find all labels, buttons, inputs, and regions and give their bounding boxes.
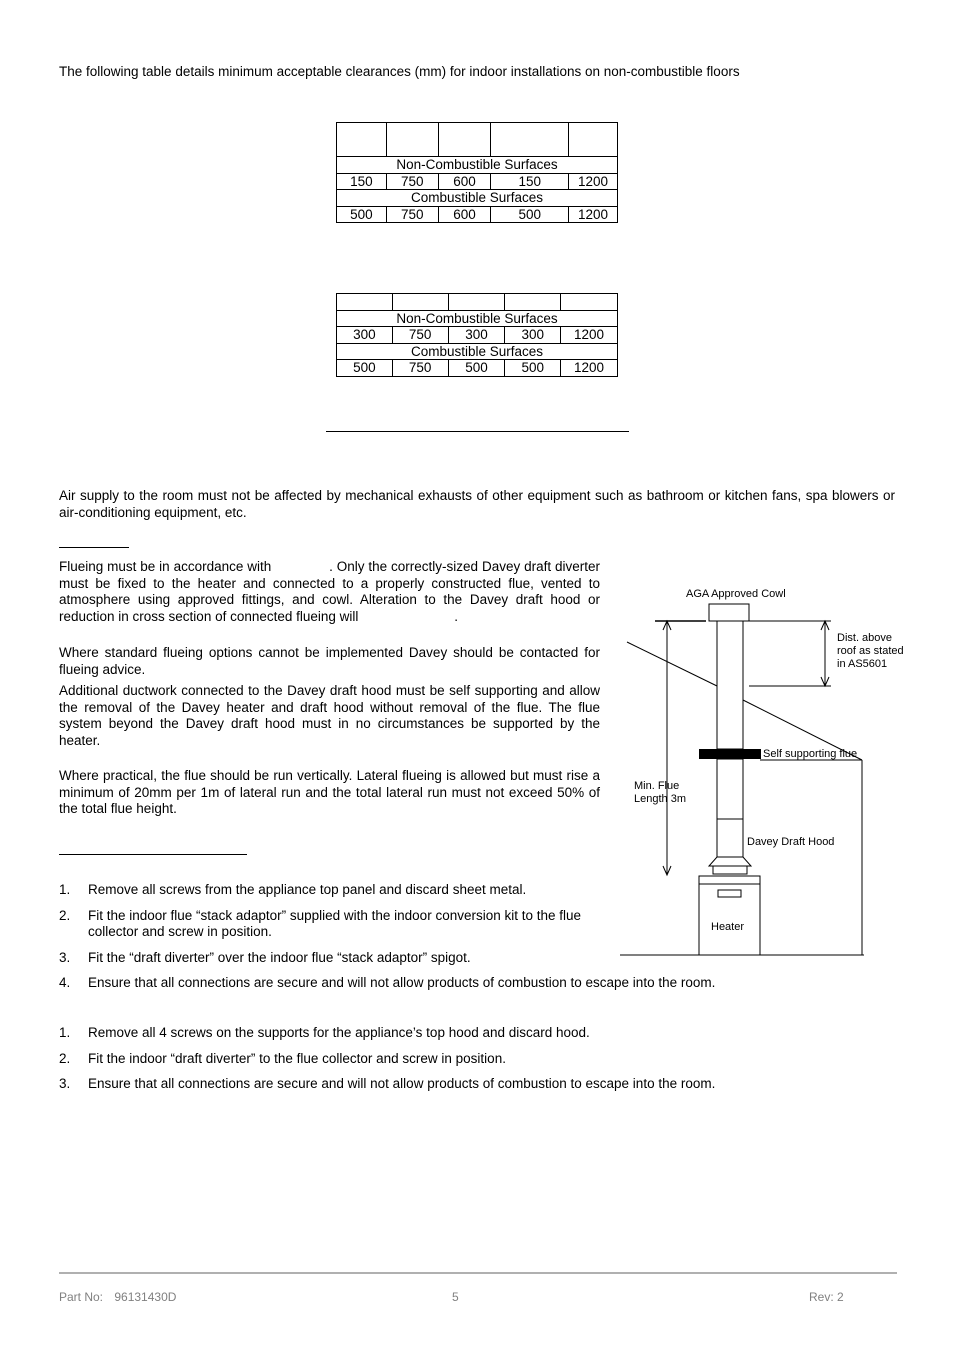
- table-header-cell: [392, 294, 448, 311]
- section-label: Non-Combustible Surfaces: [337, 157, 618, 174]
- draft-hood-label: Davey Draft Hood: [747, 836, 835, 848]
- table-header-row: [337, 123, 618, 157]
- table-header-cell: [386, 123, 438, 157]
- cowl-shape: [709, 604, 749, 621]
- step-text: Ensure that all connections are secure and will not allow products of combustion to escape into the room.: [88, 1076, 716, 1092]
- cowl-label: AGA Approved Cowl: [686, 588, 786, 600]
- list-item: [59, 975, 924, 992]
- flueing-text: . Only the correctly-sized Davey draft diverter must be fixed to the heater and connected to a properly constructed flue, vented to atmosphere using approved fittings, and cowl. Alteration to the Davey draft hood or reduction in cross section of connected flueing will: [59, 559, 600, 624]
- table-cell: 500: [448, 360, 505, 377]
- step-text: Fit the indoor flue “stack adaptor” supplied with the indoor conversion kit to the flue collector and screw in position.: [88, 907, 582, 940]
- self-supporting-label: Self supporting flue: [763, 748, 858, 760]
- table-cell: 600: [438, 206, 491, 223]
- table-cell: 750: [392, 360, 448, 377]
- footer-part-no: [59, 1290, 176, 1304]
- roof-distance-label-1: Dist. above: [837, 632, 893, 644]
- flueing-heading-underline: [59, 547, 129, 548]
- table-row: [337, 327, 618, 344]
- install-steps-b: [59, 1025, 895, 1093]
- table-cell: 750: [386, 173, 438, 190]
- section-label: Combustible Surfaces: [337, 190, 618, 207]
- draft-hood-shape: [709, 857, 751, 866]
- part-number: 96131430D: [114, 1290, 177, 1304]
- table-cell: 150: [491, 173, 569, 190]
- flue-diagram: [600, 575, 904, 965]
- step-number: 2.: [59, 907, 71, 923]
- clearance-table-1: [336, 122, 618, 223]
- table-cell: 150: [337, 173, 387, 190]
- footer-page-number: 5: [452, 1290, 459, 1304]
- section-label: Non-Combustible Surfaces: [337, 310, 618, 327]
- flue-pipe-lower: [717, 819, 743, 857]
- table-cell: 300: [448, 327, 505, 344]
- min-flue-label-1: Min. Flue: [634, 780, 680, 792]
- table-cell: 500: [337, 360, 393, 377]
- flue-pipe-middle: [717, 759, 743, 819]
- flueing-text: Flueing must be in accordance with: [59, 559, 272, 574]
- air-supply-text: Air supply to the room must not be affected by mechanical exhausts of other equipment such as bathroom or kitchen fans, spa blowers or air-conditioning equipment, etc.: [59, 488, 895, 520]
- step-text: Fit the indoor “draft diverter” to the flue collector and screw in position.: [88, 1050, 506, 1066]
- table-cell: 600: [438, 173, 491, 190]
- table-cell: 500: [505, 360, 561, 377]
- step-text: Fit the “draft diverter” over the indoor flue “stack adaptor” spigot.: [88, 949, 471, 965]
- footer-rule: [59, 1272, 897, 1274]
- flueing-paragraph-2: Where standard flueing options cannot be implemented Davey should be contacted for flueing advice.: [59, 645, 600, 677]
- step-number: 1.: [59, 1025, 71, 1040]
- footer-revision: Rev: 2: [809, 1290, 844, 1304]
- step-number: 2.: [59, 1050, 71, 1066]
- table-row: [337, 360, 618, 377]
- flueing-text: .: [454, 608, 458, 624]
- part-label: Part No:: [59, 1290, 104, 1304]
- table-cell: 750: [386, 206, 438, 223]
- roof-distance-label-3: in AS5601: [837, 658, 888, 670]
- step-text: Ensure that all connections are secure and will not allow products of combustion to escape into the room.: [88, 975, 716, 991]
- flueing-paragraph-3: Additional ductwork connected to the Davey draft hood must be self supporting and allow the removal of the Davey heater and draft hood without removal of the flue. The flue system beyond the Davey draft hood must in no circumstances be supported by the heater.: [59, 683, 600, 748]
- table-header-cell: [569, 123, 618, 157]
- installation-heading-underline: [59, 854, 247, 855]
- section-label: Combustible Surfaces: [337, 343, 618, 360]
- table-header-cell: [561, 294, 618, 311]
- draft-hood-base: [713, 866, 747, 874]
- list-item: [59, 1025, 895, 1042]
- heater-shape: [699, 876, 760, 955]
- list-item: [59, 950, 600, 967]
- step-number: 3.: [59, 1076, 71, 1092]
- roof-distance-label-2: roof as stated: [837, 645, 904, 657]
- table-row: [337, 206, 618, 223]
- table-cell: 1200: [561, 360, 618, 377]
- list-item: [59, 908, 600, 941]
- table-cell: 300: [337, 327, 393, 344]
- table-cell: 1200: [561, 327, 618, 344]
- section-heading-underline: [326, 431, 629, 432]
- heater-vent: [718, 890, 741, 897]
- list-item: [59, 1051, 895, 1068]
- step-text: Remove all screws from the appliance top panel and discard sheet metal.: [88, 882, 527, 897]
- step-number: 3.: [59, 949, 71, 965]
- table-header-cell: [337, 294, 393, 311]
- table-cell: 1200: [569, 206, 618, 223]
- flue-pipe-upper: [717, 621, 743, 749]
- list-item: [59, 882, 600, 899]
- step-text: Remove all 4 screws on the supports for the appliance’s top hood and discard hood.: [88, 1025, 590, 1040]
- table-header-cell: [505, 294, 561, 311]
- min-flue-label-2: Length 3m: [634, 793, 686, 805]
- clearance-table-2: [336, 293, 618, 377]
- table-cell: 300: [505, 327, 561, 344]
- table-header-cell: [448, 294, 505, 311]
- table-header-row: [337, 294, 618, 311]
- table-header-cell: [438, 123, 491, 157]
- flueing-paragraph-4: Where practical, the flue should be run vertically. Lateral flueing is allowed but must rise a minimum of 20mm per 1m of lateral run and the total lateral run must not exceed 50% of the total flue height.: [59, 768, 600, 817]
- table-row: [337, 173, 618, 190]
- list-item: [59, 1076, 895, 1093]
- table-cell: 1200: [569, 173, 618, 190]
- table-header-cell: [337, 123, 387, 157]
- table-header-cell: [491, 123, 569, 157]
- heater-label: Heater: [711, 921, 745, 933]
- flueing-paragraph-1: [59, 559, 600, 625]
- roof-line-left: [627, 642, 717, 686]
- step-number: 1.: [59, 882, 71, 897]
- step-number: 4.: [59, 975, 71, 991]
- install-steps-a: [59, 882, 716, 992]
- self-supporting-collar: [699, 749, 761, 759]
- table-cell: 500: [337, 206, 387, 223]
- table-cell: 750: [392, 327, 448, 344]
- intro-text: The following table details minimum acceptable clearances (mm) for indoor installations on non-combustible floors: [59, 64, 740, 79]
- table-cell: 500: [491, 206, 569, 223]
